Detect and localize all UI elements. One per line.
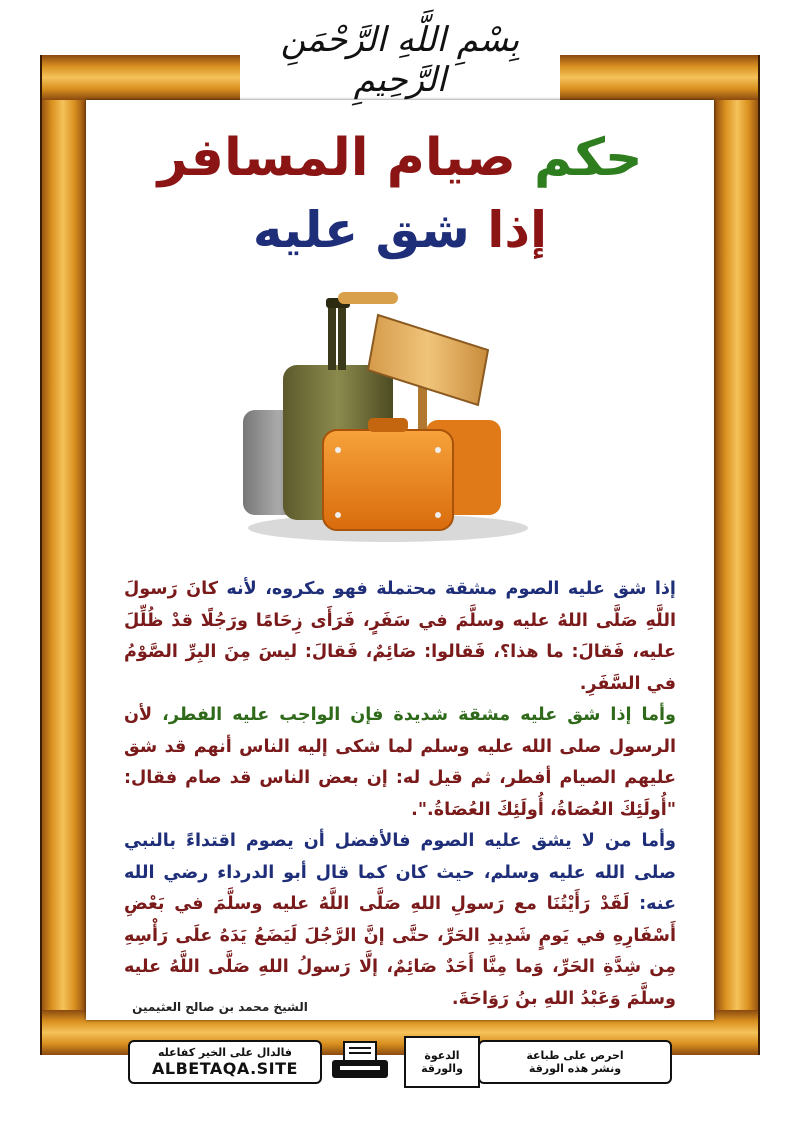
title-word-siyam: صيام المسافر xyxy=(157,128,516,188)
frame-outline-right xyxy=(758,55,760,1055)
para3-hadith: لَقَدْ رَأَيْتُنَا مع رَسولِ اللهِ صَلَّى اللَّهُ عليه وسلَّمَ في بَعْضِ أَسْفَارِهِ في يَومٍ شَدِيدِ الحَرِّ، حتَّى إنَّ الرَّجُلَ لَيَضَعُ يَدَهُ علَى رَأْسِهِ مِن شِدَّةِ الحَرِّ، وَما مِنَّا أَحَدٌ صَائِمٌ، إلَّا رَسولُ اللهِ صَلَّى اللَّهُ عليه وسلَّمَ وَعَبْدُ اللهِ بنُ رَوَاحَةَ. xyxy=(124,894,676,1009)
frame-top-bar-right xyxy=(560,55,760,100)
para1-hadith: كانَ رَسولَ اللَّهِ صَلَّى اللهُ عليه وسلَّمَ في سَفَرٍ، فَرَأَى زِحَامًا ورَجُلًا قدْ ظُلِّلَ عليه، فَقالَ: ما هذا؟، فَقالوا: صَائِمٌ، فَقالَ: ليسَ مِنَ البِرِّ الصَّوْمُ في السَّفَرِ. xyxy=(124,579,676,694)
article-body xyxy=(124,574,676,1015)
page-title-line2 xyxy=(100,200,700,260)
frame-top-bar xyxy=(40,55,240,100)
footer-print-box xyxy=(478,1040,672,1084)
title-word-shaq: شق عليه xyxy=(252,201,470,259)
printer-icon xyxy=(328,1040,392,1082)
title-word-itha: إذا xyxy=(487,201,548,259)
footer-print-line2: ونشر هذه الورقة xyxy=(528,1062,622,1075)
logo-calligraphy: الدعوة والورقة xyxy=(404,1036,480,1088)
frame-outline-left xyxy=(40,55,42,1055)
basmala-calligraphy: بِسْمِ اللَّهِ الرَّحْمَنِ الرَّحِيمِ xyxy=(280,20,520,100)
orange-suitcase-front xyxy=(323,430,453,530)
para3-ruling: وأما من لا يشق عليه الصوم فالأفضل أن يصوم اقتداءً بالنبي صلى الله عليه وسلم، xyxy=(124,831,676,883)
frame-right-bar xyxy=(714,55,760,1055)
site-link[interactable]: ALBETAQA.SITE xyxy=(152,1058,298,1078)
para2-text: لأن الرسول صلى الله عليه وسلم لما شكى إليه الناس أنهم قد شق عليهم الصيام أفطر، ثم قيل له: إن بعض الناس قد صام فقال: "أُولَئِكَ العُصَاةُ، أُولَئِكَ العُصَاةُ.". xyxy=(124,705,676,820)
para3-intro: حيث كان كما قال أبو الدرداء رضي الله عنه: xyxy=(124,862,676,914)
footer-site-box xyxy=(128,1040,322,1084)
author-credit: الشيخ محمد بن صالح العثيمين xyxy=(132,1000,308,1014)
footer-print-line1: احرص على طباعة xyxy=(526,1049,624,1062)
title-word-hukm: حكم xyxy=(533,128,643,188)
luggage-illustration xyxy=(238,290,538,545)
footer-bar xyxy=(128,1040,672,1082)
para2-ruling: وأما إذا شق عليه مشقة شديدة فإن الواجب عليه الفطر، xyxy=(162,705,676,725)
para1-because: لأنه xyxy=(226,579,257,599)
page-title-line1 xyxy=(100,128,700,188)
footer-caption: فالدال على الخير كفاعله xyxy=(157,1045,293,1059)
para1-ruling: إذا شق عليه الصوم مشقة محتملة فهو مكروه، xyxy=(265,579,676,599)
frame-left-bar xyxy=(40,55,86,1055)
